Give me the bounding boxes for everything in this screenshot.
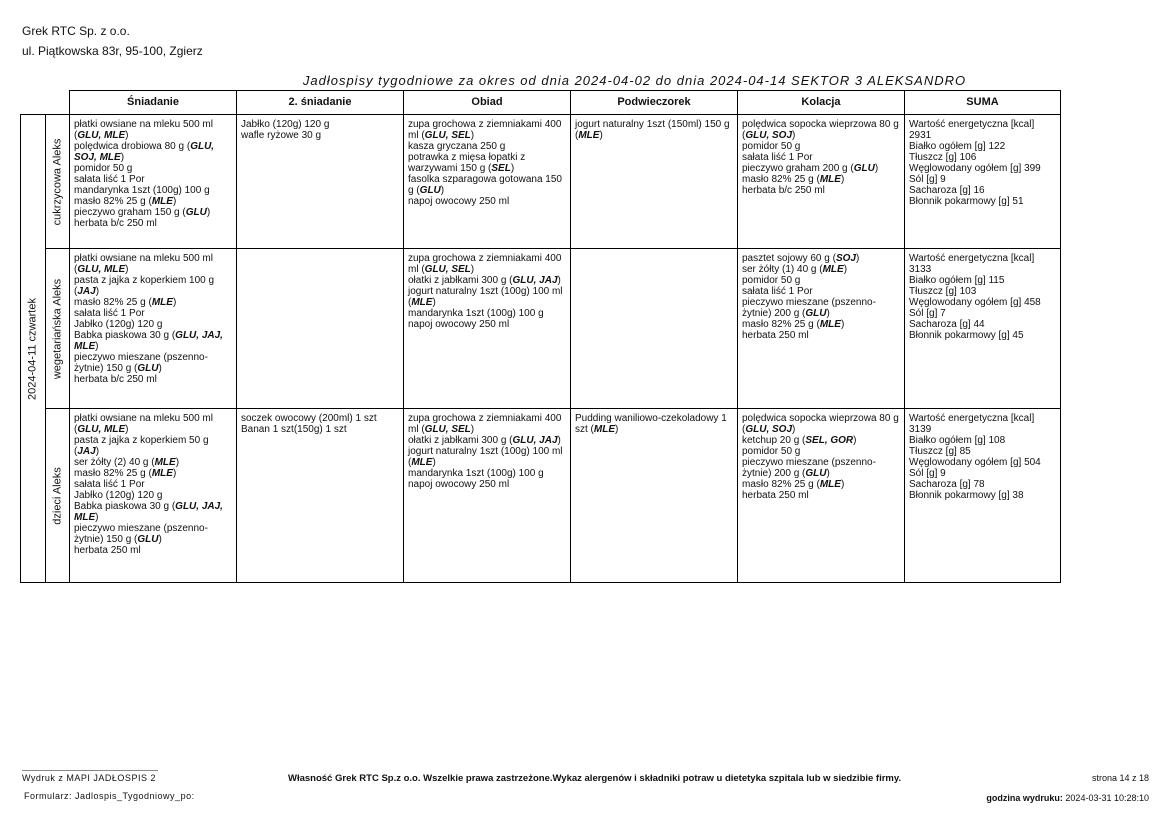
meal-item: pieczywo mieszane (pszenno-żytnie) 150 g (GLU)	[74, 352, 208, 374]
meal-item: herbata b/c 250 ml	[74, 218, 157, 229]
meal-item: pasztet sojowy 60 g (SOJ)	[742, 253, 860, 264]
diet-label: dzieci Aleks	[51, 466, 63, 525]
meal-item: sałata liść 1 Por	[742, 152, 813, 163]
meal-item: ser żółty (2) 40 g (MLE)	[74, 457, 180, 468]
column-header-afternoon-snack: Podwieczorek	[571, 91, 738, 115]
meal-item: jogurt naturalny 1szt (100g) 100 ml (MLE)	[408, 286, 563, 308]
print-source: Wydruk z MAPI JADŁOSPIS 2	[22, 773, 156, 783]
meal-item: napoj owocowy 250 ml	[408, 196, 510, 207]
diet-cell	[46, 115, 70, 249]
nutrition-value: Białko ogółem [g] 115	[909, 275, 1005, 286]
company-name: Grek RTC Sp. z o.o.	[22, 24, 130, 38]
ownership-notice: Własność Grek RTC Sp.z o.o. Wszelkie prawa zastrzeżone.Wykaz alergenów i składniki potraw u dietetyka szpitala lub w siedzibie firmy.	[288, 773, 902, 784]
report-title: Jadłospisy tygodniowe za okres od dnia 2024-04-02 do dnia 2024-04-14 SEKTOR 3 ALEKSANDRO	[302, 73, 967, 88]
meal-cell-dinner	[738, 115, 905, 249]
column-header-second-breakfast: 2. śniadanie	[237, 91, 404, 115]
day-label: 2024-04-11 czwartek	[26, 297, 39, 400]
meal-item: potrawka z mięsa łopatki z warzywami 150 g (SEL)	[408, 152, 526, 174]
meal-item: pieczywo graham 150 g (GLU)	[74, 207, 211, 218]
meal-item: sałata liść 1 Por	[74, 174, 145, 185]
meal-cell-dinner	[738, 409, 905, 583]
meal-cell-second-breakfast	[237, 249, 404, 409]
nutrition-value: Tłuszcz [g] 106	[909, 152, 977, 163]
meal-item: pasta z jajka z koperkiem 100 g (JAJ)	[74, 275, 215, 297]
meal-item: pieczywo mieszane (pszenno-żytnie) 200 g (GLU)	[742, 297, 876, 319]
meal-item: sałata liść 1 Por	[742, 286, 813, 297]
meal-item: ołatki z jabłkami 300 g (GLU, JAJ)	[408, 435, 561, 446]
meal-item: polędwica drobiowa 80 g (GLU, SOJ, MLE)	[74, 141, 215, 163]
meal-cell-breakfast	[70, 115, 237, 249]
nutrition-value: Węglowodany ogółem [g] 399	[909, 163, 1041, 174]
table-row	[21, 115, 1061, 249]
meal-item: Jabłko (120g) 120 g	[241, 119, 330, 130]
meal-item: mandarynka 1szt (100g) 100 g	[408, 468, 544, 479]
meal-item: jogurt naturalny 1szt (150ml) 150 g (MLE)	[575, 119, 730, 141]
column-header-breakfast: Śniadanie	[70, 91, 237, 115]
nutrition-value: Wartość energetyczna [kcal] 2931	[909, 119, 1035, 141]
nutrition-value: Wartość energetyczna [kcal] 3133	[909, 253, 1035, 275]
nutrition-value: Sól [g] 9	[909, 174, 946, 185]
meal-cell-afternoon-snack	[571, 249, 738, 409]
meal-item: mandarynka 1szt (100g) 100 g	[74, 185, 210, 196]
day-cell	[21, 115, 46, 583]
nutrition-value: Błonnik pokarmowy [g] 45	[909, 330, 1024, 341]
nutrition-value: Węglowodany ogółem [g] 504	[909, 457, 1041, 468]
meal-item: masło 82% 25 g (MLE)	[742, 479, 845, 490]
meal-item: Pudding waniliowo-czekoladowy 1 szt (MLE)	[575, 413, 727, 435]
form-name: Formularz: Jadlospis_Tygodniowy_po:	[24, 791, 195, 801]
page-number: strona 14 z 18	[1091, 773, 1149, 783]
nutrition-value: Sól [g] 7	[909, 308, 946, 319]
meal-item: polędwica sopocka wieprzowa 80 g (GLU, SOJ)	[742, 413, 899, 435]
meal-item: masło 82% 25 g (MLE)	[742, 319, 845, 330]
header-row	[21, 91, 1061, 115]
diet-cell	[46, 409, 70, 583]
meal-item: pomidor 50 g	[742, 275, 801, 286]
meal-cell-lunch	[404, 249, 571, 409]
meal-item: herbata b/c 250 ml	[742, 185, 825, 196]
nutrition-value: Sacharoza [g] 44	[909, 319, 985, 330]
meal-item: fasolka szparagowa gotowana 150 g (GLU)	[408, 174, 562, 196]
meal-cell-lunch	[404, 115, 571, 249]
meal-item: płatki owsiane na mleku 500 ml (GLU, MLE)	[74, 253, 213, 275]
nutrition-value: Tłuszcz [g] 103	[909, 286, 977, 297]
print-time-label: godzina wydruku:	[986, 793, 1063, 803]
diet-cell	[46, 249, 70, 409]
nutrition-value: Błonnik pokarmowy [g] 38	[909, 490, 1024, 501]
meal-item: Jabłko (120g) 120 g	[74, 490, 163, 501]
meal-item: Jabłko (120g) 120 g	[74, 319, 163, 330]
meal-item: pieczywo mieszane (pszenno-żytnie) 150 g (GLU)	[74, 523, 208, 545]
meal-item: masło 82% 25 g (MLE)	[74, 468, 177, 479]
meal-item: pasta z jajka z koperkiem 50 g (JAJ)	[74, 435, 209, 457]
meal-item: pomidor 50 g	[742, 446, 801, 457]
footer-divider	[22, 770, 158, 771]
nutrition-value: Sól [g] 9	[909, 468, 946, 479]
meal-item: pomidor 50 g	[742, 141, 801, 152]
meal-item: masło 82% 25 g (MLE)	[742, 174, 845, 185]
meal-item: masło 82% 25 g (MLE)	[74, 196, 177, 207]
meal-item: soczek owocowy (200ml) 1 szt	[241, 413, 377, 424]
column-header-sum: SUMA	[905, 91, 1061, 115]
table-row	[21, 249, 1061, 409]
print-time	[986, 793, 1149, 803]
nutrition-value: Wartość energetyczna [kcal] 3139	[909, 413, 1035, 435]
meal-item: wafle ryżowe 30 g	[241, 130, 322, 141]
meal-item: herbata b/c 250 ml	[74, 374, 157, 385]
meal-item: Banan 1 szt(150g) 1 szt	[241, 424, 347, 435]
menu-table	[20, 90, 1061, 583]
meal-item: Babka piaskowa 30 g (GLU, JAJ, MLE)	[74, 330, 223, 352]
meal-item: herbata 250 ml	[74, 545, 141, 556]
diet-label: cukrzycowa Aleks	[51, 138, 63, 225]
meal-item: Babka piaskowa 30 g (GLU, JAJ, MLE)	[74, 501, 223, 523]
column-header-dinner: Kolacja	[738, 91, 905, 115]
meal-item: pomidor 50 g	[74, 163, 133, 174]
meal-cell-sum	[905, 409, 1061, 583]
meal-item: płatki owsiane na mleku 500 ml (GLU, MLE)	[74, 413, 213, 435]
meal-item: jogurt naturalny 1szt (100g) 100 ml (MLE)	[408, 446, 563, 468]
meal-item: napoj owocowy 250 ml	[408, 319, 510, 330]
company-address: ul. Piątkowska 83r, 95-100, Zgierz	[22, 44, 203, 58]
meal-item: polędwica sopocka wieprzowa 80 g (GLU, SOJ)	[742, 119, 899, 141]
print-time-value: 2024-03-31 10:28:10	[1065, 793, 1149, 803]
meal-cell-lunch	[404, 409, 571, 583]
meal-item: zupa grochowa z ziemniakami 400 ml (GLU, SEL)	[408, 119, 562, 141]
nutrition-value: Sacharoza [g] 16	[909, 185, 985, 196]
meal-item: masło 82% 25 g (MLE)	[74, 297, 177, 308]
meal-cell-breakfast	[70, 249, 237, 409]
nutrition-value: Sacharoza [g] 78	[909, 479, 985, 490]
meal-cell-breakfast	[70, 409, 237, 583]
meal-item: herbata 250 ml	[742, 490, 809, 501]
meal-item: płatki owsiane na mleku 500 ml (GLU, MLE)	[74, 119, 213, 141]
meal-cell-sum	[905, 115, 1061, 249]
column-header-lunch: Obiad	[404, 91, 571, 115]
nutrition-value: Błonnik pokarmowy [g] 51	[909, 196, 1024, 207]
meal-cell-sum	[905, 249, 1061, 409]
nutrition-value: Białko ogółem [g] 122	[909, 141, 1006, 152]
meal-cell-dinner	[738, 249, 905, 409]
table-row	[21, 409, 1061, 583]
meal-cell-second-breakfast	[237, 409, 404, 583]
meal-item: ser żółty (1) 40 g (MLE)	[742, 264, 848, 275]
meal-item: ołatki z jabłkami 300 g (GLU, JAJ)	[408, 275, 561, 286]
meal-item: zupa grochowa z ziemniakami 400 ml (GLU, SEL)	[408, 413, 562, 435]
nutrition-value: Białko ogółem [g] 108	[909, 435, 1006, 446]
meal-item: herbata 250 ml	[742, 330, 809, 341]
meal-cell-second-breakfast	[237, 115, 404, 249]
meal-item: ketchup 20 g (SEL, GOR)	[742, 435, 857, 446]
meal-item: zupa grochowa z ziemniakami 400 ml (GLU, SEL)	[408, 253, 562, 275]
meal-item: pieczywo graham 200 g (GLU)	[742, 163, 879, 174]
meal-item: napoj owocowy 250 ml	[408, 479, 510, 490]
meal-item: mandarynka 1szt (100g) 100 g	[408, 308, 544, 319]
meal-cell-afternoon-snack	[571, 115, 738, 249]
nutrition-value: Węglowodany ogółem [g] 458	[909, 297, 1041, 308]
meal-item: sałata liść 1 Por	[74, 308, 145, 319]
meal-cell-afternoon-snack	[571, 409, 738, 583]
diet-label: wegetariańska Aleks	[51, 278, 63, 379]
meal-item: kasza gryczana 250 g	[408, 141, 506, 152]
meal-item: sałata liść 1 Por	[74, 479, 145, 490]
meal-item: pieczywo mieszane (pszenno-żytnie) 200 g (GLU)	[742, 457, 876, 479]
nutrition-value: Tłuszcz [g] 85	[909, 446, 971, 457]
